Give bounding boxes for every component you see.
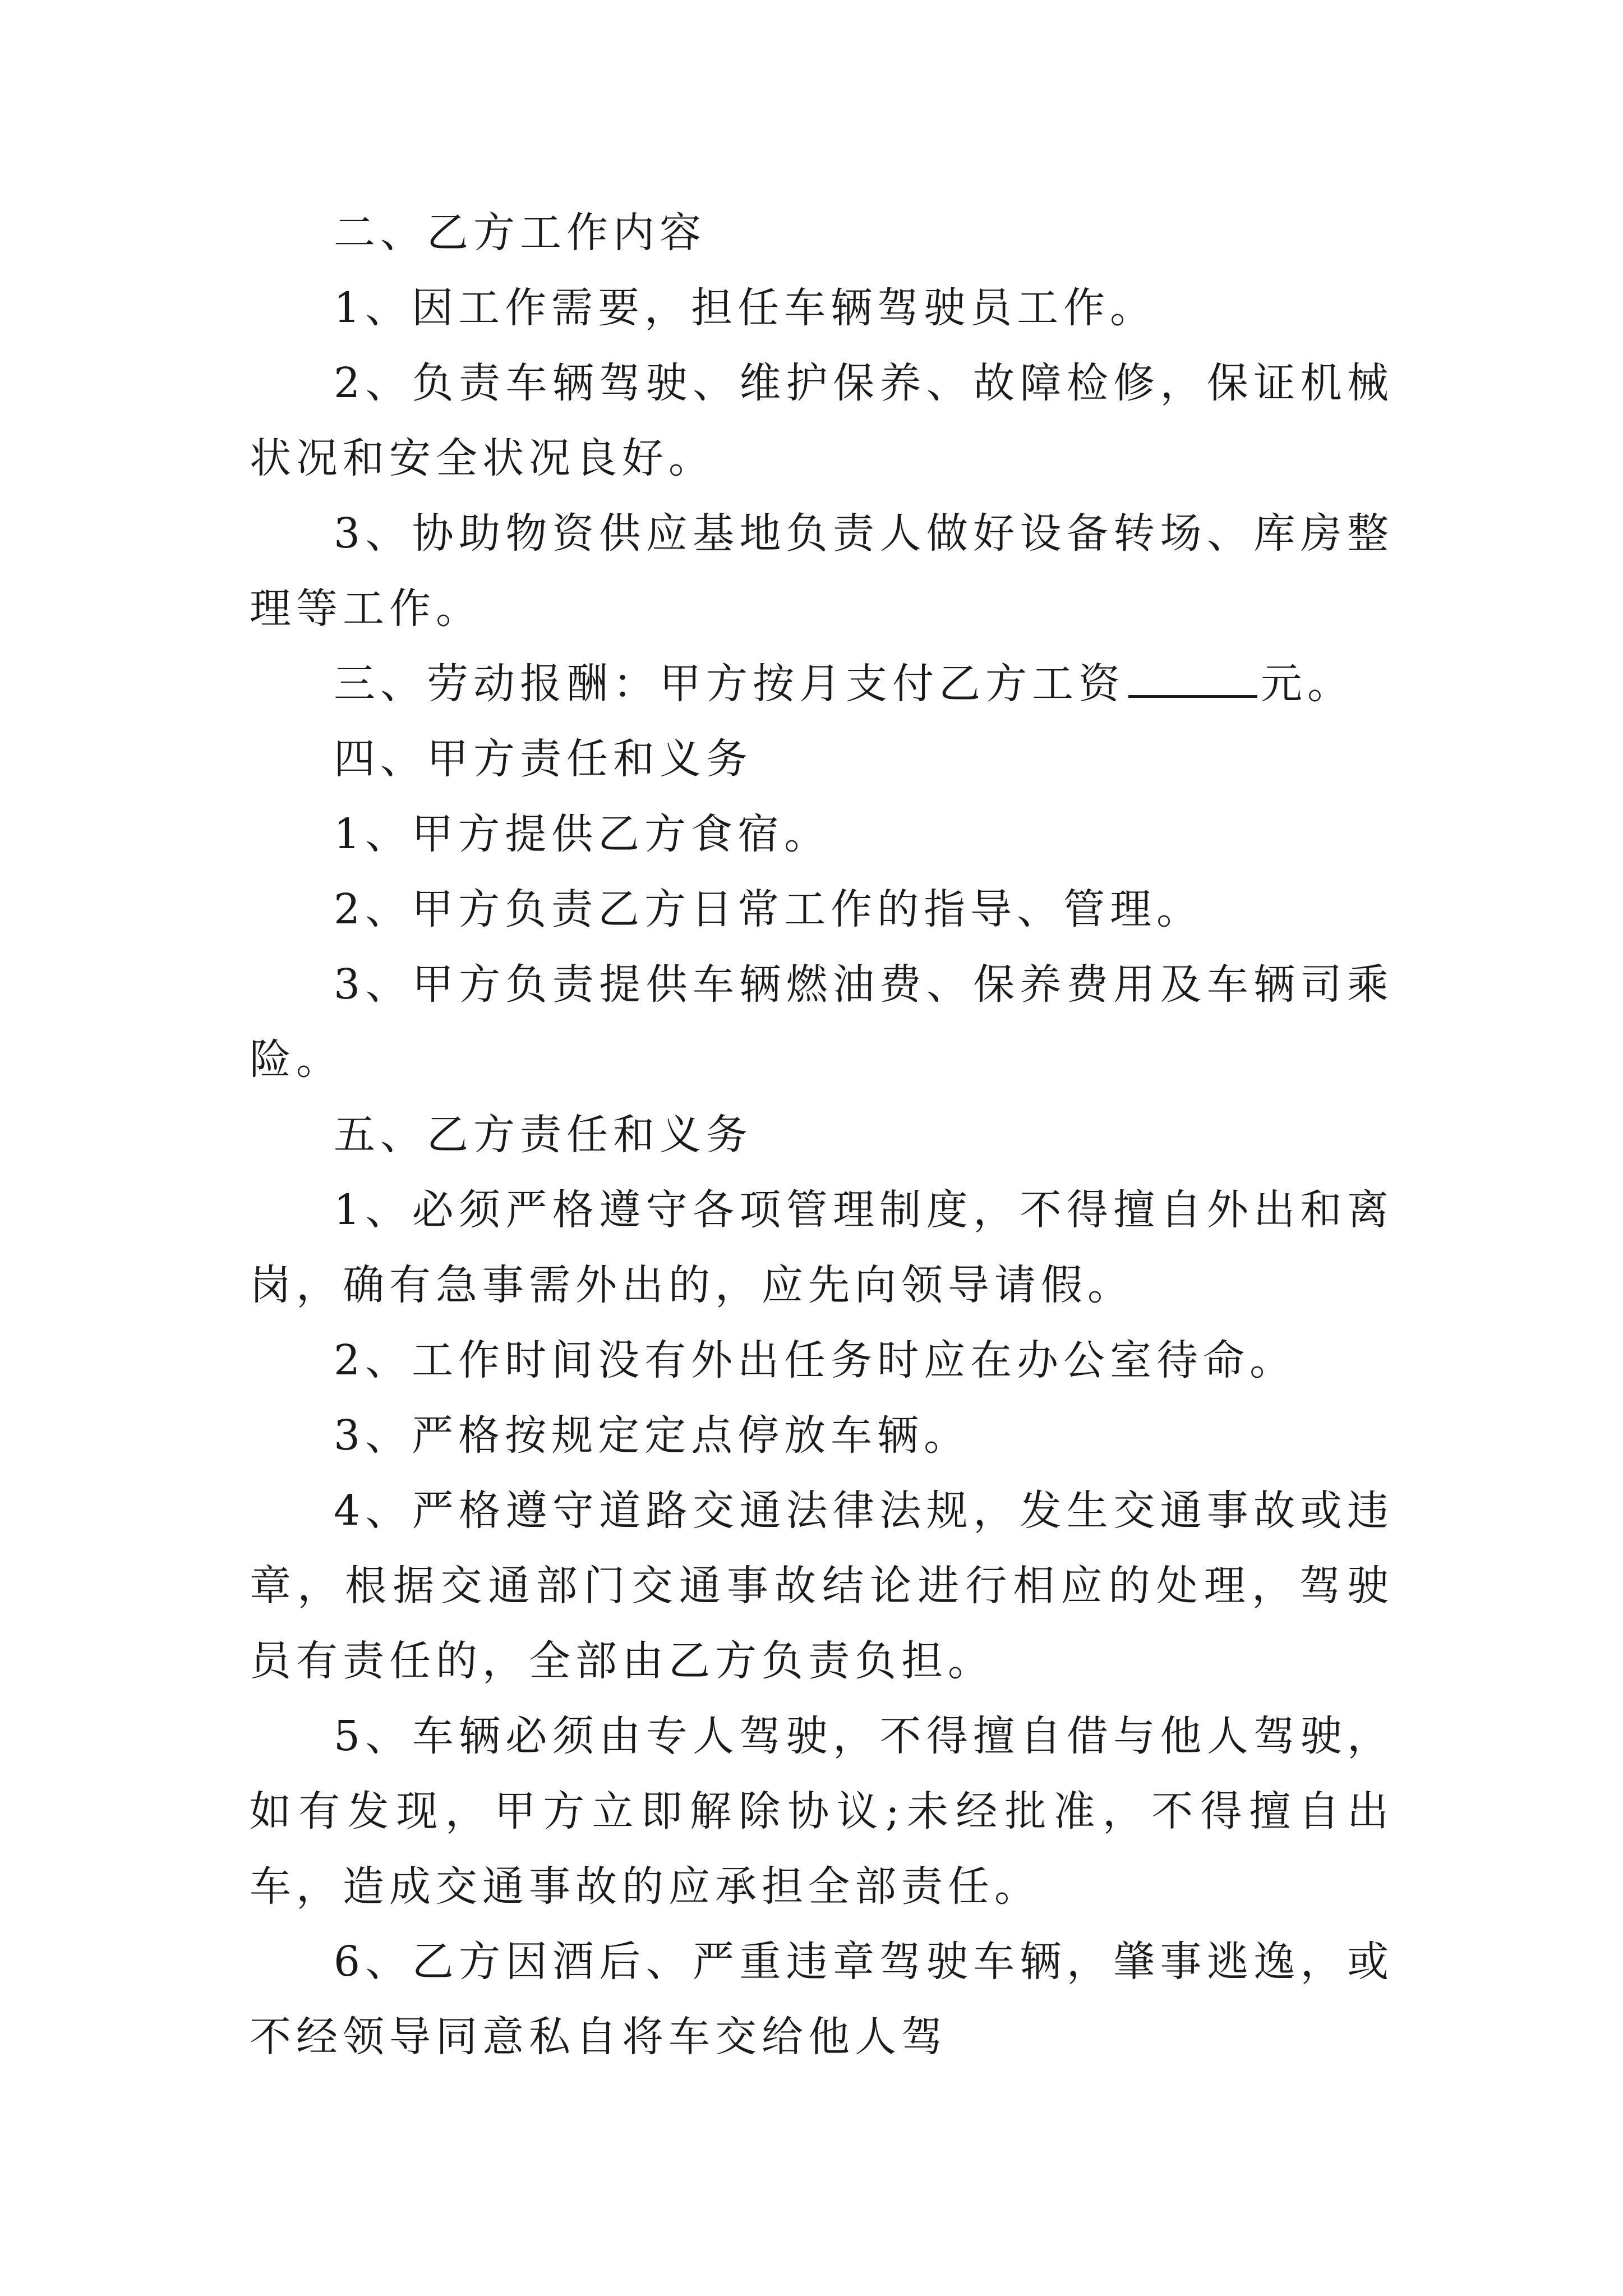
paragraph: 3、协助物资供应基地负责人做好设备转场、库房整理等工作。 xyxy=(250,509,1394,633)
paragraph: 1、甲方提供乙方食宿。 xyxy=(334,810,831,858)
document-body xyxy=(250,195,1394,2074)
paragraph: 5、车辆必须由专人驾驶，不得擅自借与他人驾驶，如有发现，甲方立即解除协议;未经批准，不得擅自出车，造成交通事故的应承担全部责任。 xyxy=(250,1712,1394,1911)
section-heading-5: 五、乙方责任和义务 xyxy=(334,1111,753,1159)
salary-unit: 元。 xyxy=(1261,660,1354,708)
paragraph: 1、必须严格遵守各项管理制度，不得擅自外出和离岗，确有急事需外出的，应先向领导请假。 xyxy=(250,1186,1394,1309)
salary-blank-line xyxy=(1128,661,1257,698)
paragraph: 2、负责车辆驾驶、维护保养、故障检修，保证机械状况和安全状况良好。 xyxy=(250,359,1394,482)
paragraph: 3、甲方负责提供车辆燃油费、保养费用及车辆司乘险。 xyxy=(250,960,1394,1084)
section-heading-4: 四、甲方责任和义务 xyxy=(334,735,753,783)
salary-paragraph xyxy=(250,646,1394,721)
paragraph: 1、因工作需要，担任车辆驾驶员工作。 xyxy=(334,284,1157,332)
paragraph: 3、严格按规定定点停放车辆。 xyxy=(334,1411,971,1460)
paragraph: 6、乙方因酒后、严重违章驾驶车辆，肇事逃逸，或不经领导同意私自将车交给他人驾 xyxy=(250,1938,1394,2061)
paragraph: 2、甲方负责乙方日常工作的指导、管理。 xyxy=(334,885,1204,933)
salary-text: 三、劳动报酬：甲方按月支付乙方工资 xyxy=(334,660,1125,708)
paragraph: 2、工作时间没有外出任务时应在办公室待命。 xyxy=(334,1336,1297,1384)
paragraph: 4、严格遵守道路交通法律法规，发生交通事故或违章，根据交通部门交通事故结论进行相应的处理，驾驶员有责任的，全部由乙方负责负担。 xyxy=(250,1487,1394,1685)
section-heading-2: 二、乙方工作内容 xyxy=(334,209,706,257)
